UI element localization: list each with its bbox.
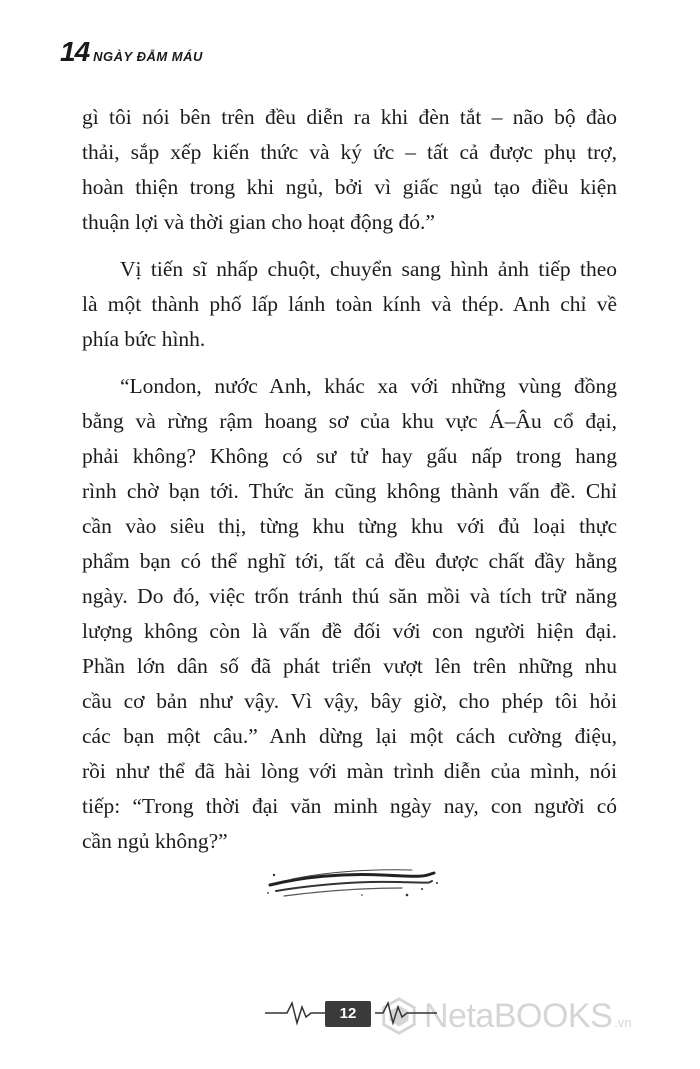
- body-text: [82, 100, 617, 871]
- text-line: các bạn một câu.” Anh dừng lại một cách cường điệu,: [82, 724, 617, 748]
- text-line: thuận lợi và thời gian cho hoạt động đó.”: [82, 210, 435, 234]
- header-number: 14: [60, 36, 90, 67]
- text-line: hoàn thiện trong khi ngủ, bởi vì giấc ngủ tạo điều kiện: [82, 175, 617, 199]
- text-line: rình chờ bạn tới. Thức ăn cũng không thành vấn đề. Chỉ: [82, 479, 617, 503]
- header-title: NGÀY ĐẪM MÁU: [93, 49, 203, 64]
- watermark: [380, 996, 632, 1036]
- paragraph-1: [82, 100, 617, 240]
- running-header: [60, 36, 203, 68]
- text-line: phía bức hình.: [82, 327, 206, 351]
- text-line: phẩm bạn có thể nghĩ tới, tất cả đều được chất đầy hằng: [82, 549, 617, 573]
- text-line: ngày. Do đó, việc trốn tránh thú săn mồi và tích trữ năng: [82, 584, 617, 608]
- text-line: tiếp: “Trong thời đại văn minh ngày nay, con người có: [82, 794, 617, 818]
- text-line: phải không? Không có sư tử hay gấu nấp trong hang: [82, 444, 617, 468]
- text-line: Phần lớn dân số đã phát triển vượt lên trên những nhu: [82, 654, 617, 678]
- paragraph-3: [82, 369, 617, 859]
- text-line: lượng không còn là vấn đề đối với con người hiện đại.: [82, 619, 617, 643]
- watermark-brand: NetaBOOKS: [424, 996, 613, 1035]
- text-line: rồi như thể đã hài lòng với màn trình diễn của mình, nói: [82, 759, 617, 783]
- page-number: 12: [325, 1001, 371, 1027]
- scribble-ornament-icon: [262, 855, 442, 905]
- netabooks-logo-icon: [380, 997, 418, 1035]
- text-line: cần vào siêu thị, từng khu từng khu với đủ loại thực: [82, 514, 617, 538]
- text-line: thải, sắp xếp kiến thức và ký ức – tất cả được phụ trợ,: [82, 140, 617, 164]
- text-line: là một thành phố lấp lánh toàn kính và thép. Anh chỉ về: [82, 292, 617, 316]
- text-line: cầu cơ bản như vậy. Vì vậy, bây giờ, cho phép tôi hỏi: [82, 689, 617, 713]
- text-line: Vị tiến sĩ nhấp chuột, chuyển sang hình ảnh tiếp theo: [120, 257, 617, 281]
- text-line: bằng và rừng rậm hoang sơ của khu vực Á–Âu cổ đại,: [82, 409, 617, 433]
- text-line: cần ngủ không?”: [82, 829, 228, 853]
- paragraph-2: [82, 252, 617, 357]
- text-line: “London, nước Anh, khác xa với những vùng đồng: [120, 374, 617, 398]
- watermark-suffix: .vn: [614, 1015, 632, 1030]
- text-line: gì tôi nói bên trên đều diễn ra khi đèn tắt – não bộ đào: [82, 105, 617, 129]
